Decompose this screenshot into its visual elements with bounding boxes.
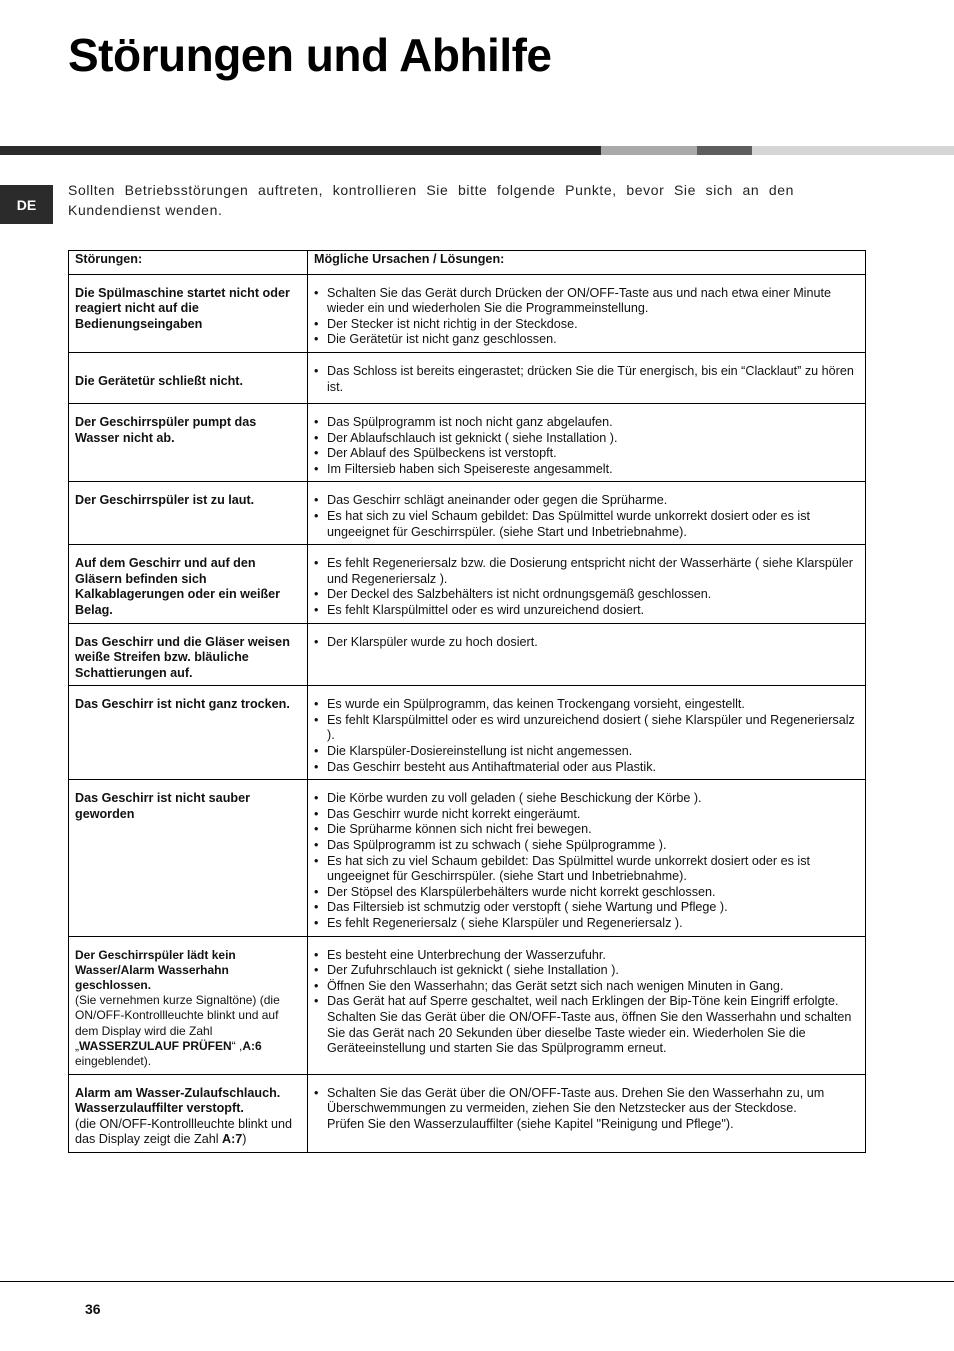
language-tab: DE [0,185,53,224]
bullet-icon: • [314,978,319,993]
list-item [314,744,859,760]
table-body [69,274,866,1152]
solutions-cell [308,482,866,545]
bullet-icon: • [314,947,319,962]
page-title: Störungen und Abhilfe [68,29,552,81]
list-item [314,1086,859,1117]
solution-text: Es wurde ein Spülprogramm, das keinen Trockengang vorsieht, eingestellt. [327,697,745,712]
solution-text: Schalten Sie das Gerät durch Drücken der ON/OFF-Taste aus und nach etwa einer Minute wieder ein und wiederholen Sie die Programmeinstellung. [327,285,831,316]
table-row [69,352,866,403]
bullet-icon: • [314,508,319,523]
bullet-icon: • [314,446,319,461]
problem-text: A:7 [222,1132,243,1147]
solutions-cell [308,623,866,686]
bullet-icon: • [314,1085,319,1100]
solution-text: Es besteht eine Unterbrechung der Wasserzufuhr. [327,947,606,962]
bullet-icon: • [314,414,319,429]
list-item [314,713,859,744]
bullet-icon: • [314,994,319,1009]
solution-continuation: Schalten Sie das Gerät über die ON/OFF-Taste aus, öffnen Sie den Wasserhahn und schalten Sie das Gerät nach 20 Sekunden über dieselbe Taste wieder ein. Wiederholen Sie die Geräteeinstellung und starten Sie das Spülprogramm erneut. [327,1009,852,1056]
list-item [314,838,859,854]
problem-cell [69,403,308,481]
bullet-icon: • [314,838,319,853]
problem-text: Der Geschirrspüler ist zu laut. [75,493,255,508]
bullet-icon: • [314,461,319,476]
solutions-cell [308,686,866,780]
bullet-icon: • [314,556,319,571]
solution-text: Der Klarspüler wurde zu hoch dosiert. [327,634,538,649]
problem-text: (die ON/OFF-Kontrollleuchte blinkt und das Display zeigt die Zahl [75,1116,292,1147]
solution-text: Es fehlt Klarspülmittel oder es wird unzureichend dosiert. [327,602,645,617]
problem-cell [69,1074,308,1152]
list-item [314,697,859,713]
solution-text: Das Filtersieb ist schmutzig oder verstopft ( siehe Wartung und Pflege ). [327,900,728,915]
solutions-cell [308,780,866,936]
solution-continuation: Prüfen Sie den Wasserzulauffilter (siehe Kapitel "Reinigung und Pflege"). [327,1116,734,1131]
table-row [69,936,866,1074]
table-row [69,403,866,481]
list-item [314,948,859,964]
list-item [314,854,859,885]
list-item [314,446,859,462]
solutions-cell [308,352,866,403]
problem-text: Der Geschirrspüler pumpt das Wasser nicht ab. [75,414,257,445]
solution-text: Es hat sich zu viel Schaum gebildet: Das Spülmittel wurde unkorrekt dosiert oder es ist ungeeignet für Geschirrspüler. (siehe Start und Inbetriebnahme). [327,508,810,539]
problem-cell [69,780,308,936]
problem-text: Die Gerätetür schließt nicht. [75,374,243,389]
problem-text: eingeblendet). [75,1054,152,1069]
problem-text: Auf dem Geschirr und auf den Gläsern befinden sich Kalkablagerungen oder ein weißer Belag. [75,556,281,617]
list-item [314,556,859,587]
solution-text: Öffnen Sie den Wasserhahn; das Gerät setzt sich nach wenigen Minuten in Gang. [327,978,784,993]
solution-text: Der Stecker ist nicht richtig in der Steckdose. [327,316,578,331]
table-row [69,545,866,623]
solution-text: Der Zufuhrschlauch ist geknickt ( siehe Installation ). [327,963,619,978]
list-item [314,885,859,901]
bullet-icon: • [314,884,319,899]
solution-text: Das Schloss ist bereits eingerastet; drücken Sie die Tür energisch, bis ein “Clacklaut” zu hören ist. [327,363,854,394]
bullet-icon: • [314,697,319,712]
problem-text: Das Geschirr ist nicht sauber geworden [75,791,250,821]
bullet-icon: • [314,430,319,445]
list-item [314,587,859,603]
solution-text: Im Filtersieb haben sich Speisereste angesammelt. [327,461,613,476]
list-item [314,493,859,509]
list-item [314,286,859,317]
problem-cell [69,686,308,780]
bullet-icon: • [314,332,319,347]
solution-text: Das Geschirr schlägt aneinander oder gegen die Sprüharme. [327,493,668,508]
list-item [314,603,859,619]
problem-text: ) [242,1132,247,1147]
solution-text: Die Gerätetür ist nicht ganz geschlossen. [327,332,557,347]
problem-text: Alarm am Wasser-Zulaufschlauch. Wasserzulauffilter verstopft. [75,1085,281,1116]
solution-text: Es fehlt Regeneriersalz bzw. die Dosierung entspricht nicht der Wasserhärte ( siehe Klarspüler und Regeneriersalz ). [327,556,853,586]
solution-text: Der Ablaufschlauch ist geknickt ( siehe Installation ). [327,430,618,445]
list-item [314,509,859,540]
problem-cell [69,623,308,686]
problem-cell [69,352,308,403]
solutions-cell [308,936,866,1074]
header-bar-segment [601,146,697,155]
bullet-icon: • [314,963,319,978]
solution-text: Das Gerät hat auf Sperre geschaltet, weil nach Erklingen der Bip-Töne kein Eingriff erfolgte. [327,994,839,1009]
bullet-icon: • [314,744,319,759]
list-item [314,994,859,1010]
list-item [314,332,859,348]
solution-text: Die Klarspüler-Dosiereinstellung ist nicht angemessen. [327,744,633,759]
list-item [314,760,859,776]
solution-text: Es hat sich zu viel Schaum gebildet: Das Spülmittel wurde unkorrekt dosiert oder es ist ungeeignet für Geschirrspüler. (siehe Start und Inbetriebnahme). [327,853,810,884]
list-item [314,979,859,995]
intro-paragraph: Sollten Betriebsstörungen auftreten, kontrollieren Sie bitte folgende Punkte, bevor Sie sich an den Kundendienst wenden. [68,182,794,218]
bullet-icon: • [314,634,319,649]
solution-text: Das Spülprogramm ist zu schwach ( siehe Spülprogramme ). [327,838,667,853]
table-row [69,686,866,780]
column-header-solutions: Mögliche Ursachen / Lösungen: [308,251,866,275]
solution-text: Die Körbe wurden zu voll geladen ( siehe Beschickung der Körbe ). [327,791,702,806]
solution-text: Das Geschirr besteht aus Antihaftmaterial oder aus Plastik. [327,759,656,774]
problem-text: “ , [231,1038,243,1053]
solutions-cell [308,403,866,481]
column-header-problems: Störungen: [69,251,308,275]
list-item [314,822,859,838]
list-item [314,916,859,932]
list-item [314,364,859,395]
problem-text: Der Geschirrspüler lädt kein Wasser/Alarm Wasserhahn geschlossen. [75,947,236,992]
list-item [314,431,859,447]
header-bar-segment [0,146,601,155]
problem-cell [69,936,308,1074]
header-bar-segment [697,146,752,155]
page-number: 36 [85,1301,101,1317]
list-item [314,791,859,807]
problem-cell [69,545,308,623]
list-item [314,963,859,979]
bullet-icon: • [314,493,319,508]
solutions-cell [308,274,866,352]
list-item [314,415,859,431]
solutions-cell [308,545,866,623]
bullet-icon: • [314,587,319,602]
solution-text: Der Ablauf des Spülbeckens ist verstopft. [327,446,557,461]
table-row [69,623,866,686]
bullet-icon: • [314,806,319,821]
solution-text: Das Geschirr wurde nicht korrekt eingeräumt. [327,806,581,821]
bullet-icon: • [314,316,319,331]
list-item [314,807,859,823]
problem-text: (Sie vernehmen kurze Signaltöne) (die ON/OFF-Kontrollleuchte blinkt und auf dem Display wird die Zahl „ [75,993,280,1053]
table-header-row [69,251,866,275]
bullet-icon: • [314,712,319,727]
bullet-icon: • [314,916,319,930]
solution-text: Der Stöpsel des Klarspülerbehälters wurde nicht korrekt geschlossen. [327,884,716,899]
table-row [69,274,866,352]
solution-text: Es fehlt Regeneriersalz ( siehe Klarspüler und Regeneriersalz ). [327,916,683,930]
table-row [69,482,866,545]
solutions-cell [308,1074,866,1152]
bullet-icon: • [314,853,319,868]
solution-text: Das Spülprogramm ist noch nicht ganz abgelaufen. [327,414,613,429]
problem-text: WASSERZULAUF PRÜFEN [79,1038,232,1053]
bullet-icon: • [314,900,319,915]
list-item [314,635,859,651]
bullet-icon: • [314,791,319,806]
bullet-icon: • [314,822,319,837]
table-row [69,1074,866,1152]
problem-cell [69,274,308,352]
solution-text: Es fehlt Klarspülmittel oder es wird unzureichend dosiert ( siehe Klarspüler und Regeneriersalz ). [327,712,855,743]
table-row [69,780,866,936]
problem-text: Die Spülmaschine startet nicht oder reagiert nicht auf die Bedienungseingaben [75,285,290,331]
solution-text: Der Deckel des Salzbehälters ist nicht ordnungsgemäß geschlossen. [327,587,712,602]
bullet-icon: • [314,363,319,378]
problem-cell [69,482,308,545]
problem-text: Das Geschirr und die Gläser weisen weiße Streifen bzw. bläuliche Schattierungen auf. [75,634,290,680]
header-bar-segment [752,146,954,155]
solution-text: Schalten Sie das Gerät über die ON/OFF-Taste aus. Drehen Sie den Wasserhahn zu, um Überschwemmungen zu vermeiden, ziehen Sie den Netzstecker aus der Steckdose. [327,1085,825,1116]
bullet-icon: • [314,602,319,617]
solution-text: Die Sprüharme können sich nicht frei bewegen. [327,822,592,837]
bullet-icon: • [314,285,319,300]
problem-text: Das Geschirr ist nicht ganz trocken. [75,697,290,712]
list-item [314,462,859,478]
footer-rule [0,1281,954,1282]
list-item [314,317,859,333]
problem-text: A:6 [242,1038,262,1053]
list-item [314,900,859,916]
bullet-icon: • [314,759,319,774]
troubleshooting-table [68,250,866,1153]
